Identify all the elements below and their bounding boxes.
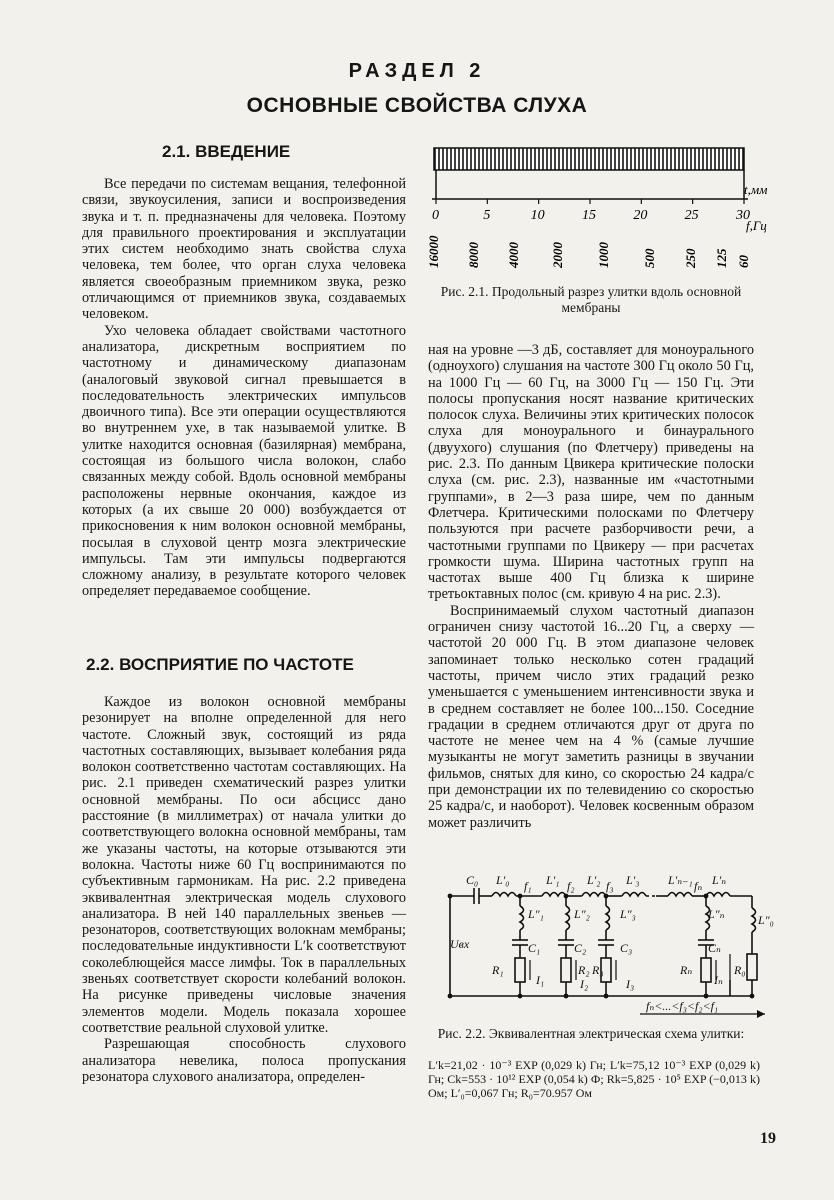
figure-2-caption: Рис. 2.2. Эквивалентная электрическая схема улитки: [437, 1026, 745, 1041]
paragraph: ная на уровне —3 дБ, составляет для моноурального (одноухого) слушания на частоте 300 Гц около 50 Гц, на 1000 Гц — 60 Гц, на 3000 Гц — 150 Гц. Эти полосы пропускания носят название критических полосок слуха. Величины этих критических полосок слуха для моноурального и бинаурального (двуухого) слушания (по Флетчеру) приведены на рис. 2.3. По данным Цвикера критические полоски слуха (см. рис. 2.3), названные им «частотными группами», в 2—3 раза шире, чем по данным Флетчера. Критическими полосками по Флетчеру пользуются при расчете разборчивости речи, а частотными группами по Цвикеру — при расчетах громкости шума. Ширина частотных групп на частотах выше 400 Гц близка к ширине третьоктавных полос (см. кривую 4 на рис. 2.3). [428, 342, 754, 603]
label-lnpp: L″ₙ [708, 907, 725, 921]
label-c2: C₂ [574, 941, 587, 955]
label-in: Iₙ [714, 973, 723, 987]
label-l0p: L′₀ [496, 873, 510, 887]
mm-tick-label: 25 [684, 208, 699, 223]
t-axis-label: t,мм [744, 182, 768, 197]
figure-2-formula: L′k=21,02 · 10⁻³ EXP (0,029 k) Гн; L′k=75,12 10⁻³ EXP (0,029 k) Гн; Ck=553 · 10¹² EXP (0,054 k) Ф; Rk=5,825 · 10⁵ EXP (−0,013 k) Ом; L′₀=0,067 Гн; R₀=70.957 Ом [428, 1058, 760, 1100]
freq-tick-label: 500 [642, 248, 657, 268]
paragraph: Все передачи по системам вещания, телефонной связи, звукоусиления, записи и воспроизведения звука и т. п. предназначены для человека. Поэтому для правильного проектирования и эксплуатации этих систем необходимо знать свойства слуха человека, тем более, что орган слуха человека является своеобразным приемником звука, резко отличающимся от приемников звука, создаваемых человеком. [82, 176, 406, 323]
label-l1pp: L″₁ [528, 907, 544, 921]
mm-tick-labels [432, 208, 750, 223]
freq-tick-label: 8000 [466, 242, 481, 268]
mm-tick-label: 15 [582, 208, 596, 223]
label-c1: C₁ [528, 941, 541, 955]
f-axis-label: f,Гц [746, 218, 767, 233]
label-i3: I₃ [626, 977, 635, 991]
label-r2: R₂ [578, 963, 590, 977]
paragraph: Воспринимаемый слухом частотный диапазон ограничен снизу частотой 16...20 Гц, а сверху — частотой 20 000 Гц. В этом диапазоне человек запоминает только несколько сотен градаций частоты, причем число этих градаций резко уменьшается с уменьшением интенсивности звука и в среднем составляет не более 100...150. Соседние градации в среднем отличаются друг от друга по частоте не менее чем на 4 % (самые лучшие музыканты не могут заметить разницы в звучании фильмов, снятых для кино, со скоростью 24 кадра/с при демонстрации их по телевидению со скоростью 25 кадра/с, и наоборот). Человек косвенным образом может различить [428, 602, 754, 831]
label-freq-order: fₙ<...<f₃<f₂<f₁ [646, 999, 719, 1013]
mm-tick-label: 5 [483, 208, 491, 223]
paragraph: Ухо человека обладает свойствами частотного анализатора, дискретным восприятием по частотному и динамическому диапазонам (аналоговый звуковой сигнал превышается в последовательность электрических импульсов двоичного типа). Все эти операции осуществляются во внутреннем ухе, в так называемой улитке. В улитке находится основная (базилярная) мембрана, состоящая из большого числа волокон, слабо связанных между собой. Вдоль основной мембраны расположены нервные окончания, каждое из которых (а их свыше 20 000) возбуждается от прикосновения к ним волокон основной мембраны, посылая в слуховой центр мозга электрические импульсы. Там эти импульсы подвергаются сложному анализу, в результате которого человек определяет передаваемое сообщение. [82, 322, 406, 600]
label-i1: I₁ [536, 973, 545, 987]
figure-1-caption: Рис. 2.1. Продольный разрез улитки вдоль основной мембраны [440, 284, 742, 315]
frequency-text-right [428, 342, 754, 831]
label-cn: Cₙ [708, 941, 721, 955]
label-lnp: L′ₙ [712, 873, 727, 887]
page-number: 19 [760, 1130, 776, 1147]
label-l1p: L′₁ [546, 873, 560, 887]
label-i2: I₂ [580, 977, 589, 991]
section-label: РАЗДЕЛ 2 [348, 60, 486, 82]
freq-tick-label: 125 [714, 248, 729, 268]
mm-tick-label: 0 [432, 208, 439, 223]
freq-tick-label: 16000 [426, 235, 441, 268]
freq-tick-label: 60 [736, 255, 751, 268]
label-c3: C₃ [620, 941, 633, 955]
mm-ticks [436, 199, 744, 204]
freq-tick-label: 2000 [550, 242, 565, 268]
label-l0pp: L″₀ [758, 913, 774, 927]
freq-tick-label: 4000 [506, 242, 521, 268]
mm-tick-label: 20 [633, 208, 648, 223]
label-r0: R₀ [734, 963, 746, 977]
frequency-text-left [82, 694, 406, 1085]
label-ln1p: L′ₙ₋₁ [668, 873, 693, 887]
chapter-title: ОСНОВНЫЕ СВОЙСТВА СЛУХА [246, 94, 588, 117]
paragraph: Разрешающая способность слухового анализатора невелика, полоса пропускания резонатора слухового анализатора, определен- [82, 1036, 406, 1085]
label-uin: Uвх [450, 937, 470, 951]
label-f3: f₃ [606, 879, 614, 893]
label-r1: R₁ [492, 963, 504, 977]
section-heading-intro: 2.1. ВВЕДЕНИЕ [162, 142, 291, 161]
figure-equivalent-circuit [430, 868, 776, 1028]
freq-tick-labels [426, 235, 751, 269]
label-l3pp: L″₃ [620, 907, 636, 921]
mm-tick-label: 10 [530, 208, 545, 223]
section-heading-frequency: 2.2. ВОСПРИЯТИЕ ПО ЧАСТОТЕ [86, 655, 354, 674]
label-l3p: L′₃ [626, 873, 640, 887]
freq-tick-label: 1000 [596, 242, 611, 268]
label-fn: fₙ [694, 879, 703, 893]
intro-text [82, 176, 406, 600]
label-rn: Rₙ [680, 963, 693, 977]
mm-tick-label: 30 [736, 208, 750, 223]
label-c0: C₀ [466, 873, 479, 887]
figure-cochlea-section [426, 144, 768, 279]
basilar-membrane-bar [434, 148, 744, 170]
label-l2p: L′₂ [587, 873, 601, 887]
label-f2: f₂ [567, 879, 575, 893]
label-l2pp: L″₂ [574, 907, 590, 921]
label-f1: f₁ [524, 879, 532, 893]
paragraph: Каждое из волокон основной мембраны резонирует на вполне определенной для него частоте. Сложный звук, состоящий из ряда частотных составляющих, вызывает колебания ряда волокон соответственно частотам составляющих. На рис. 2.1 приведен схематический разрез улитки основной мембраны. По оси абсцисс дано расстояние (в миллиметрах) от начала улитки до соответствующего волокна основной мембраны, там же указаны частоты, на которые отзываются эти волокна. Частоты ниже 60 Гц воспринимаются по субъективным гармоникам. На рис. 2.2 приведена эквивалентная электрическая модель слухового анализатора. В ней 140 параллельных звеньев — резонаторов, соответствующих волокнам мембраны; последовательные индуктивности L′k соответствуют соколеблющейся массе лимфы. Ток в параллельных звеньях соответствует скорости колебаний волокон. На рисунке приведены числовые значения элементов модели. Модель показала хорошее соответствие реальной слуховой улитке. [82, 694, 406, 1036]
freq-tick-label: 250 [683, 248, 698, 268]
label-r3: R₃ [592, 963, 604, 977]
